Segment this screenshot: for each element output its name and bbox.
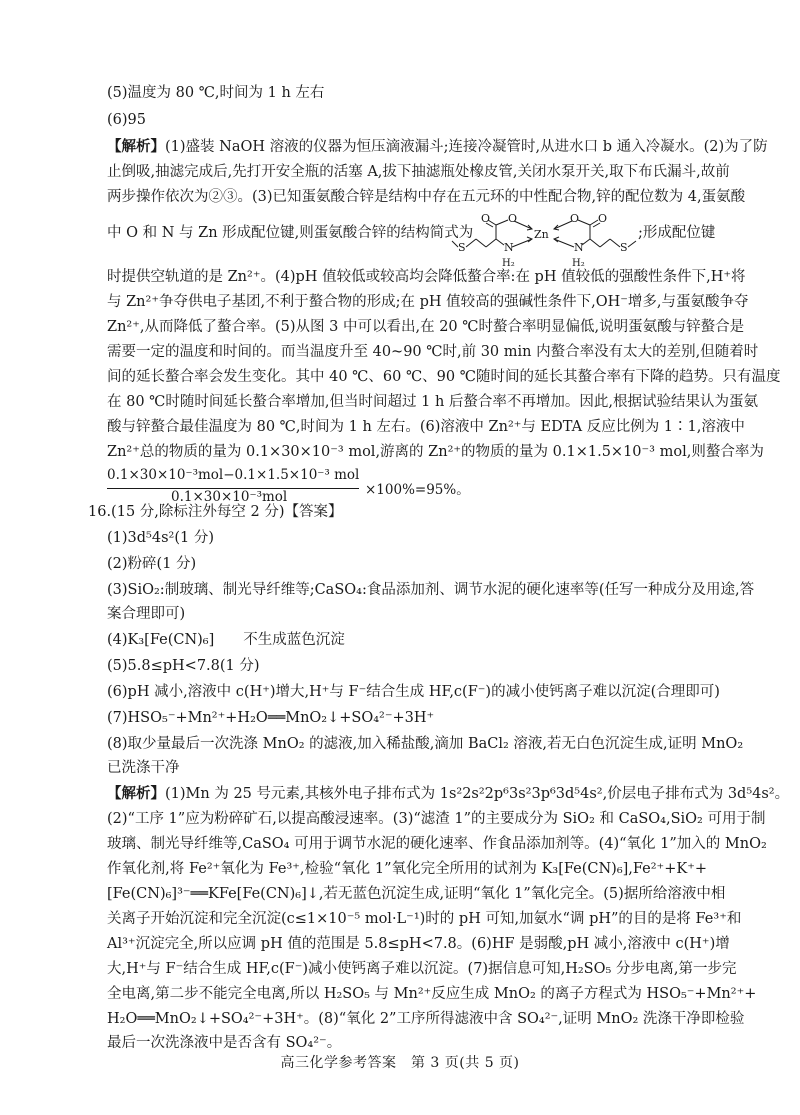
- line-text: 大,H⁺与 F⁻结合生成 HF,c(F⁻)减小使钙离子难以沉淀。(7)据信息可知,H₂SO₅ 分步电离,第一步完: [107, 961, 737, 977]
- text-line: [107, 83, 707, 103]
- line-text: (3)SiO₂:制玻璃、制光导纤维等;CaSO₄:食品添加剂、调节水泥的硬化速率等(任写一种成分及用途,答: [107, 582, 755, 598]
- amine-hydrogens: H₂: [502, 258, 515, 269]
- line-text: (1)3d⁵4s²(1 分): [107, 530, 214, 546]
- zinc-methionine-structure: [448, 213, 638, 278]
- line-text: (5)5.8≤pH<7.8(1 分): [107, 658, 260, 674]
- bond: [610, 239, 620, 247]
- oxygen-atom: O: [598, 213, 608, 225]
- line-text: 间的延长螯合率会发生变化。其中 40 ℃、60 ℃、90 ℃随时间的延长其螯合率有下降的趋势。只有温度: [107, 369, 781, 385]
- line-text: 已洗涤干净: [107, 760, 180, 776]
- zinc-atom: Zn: [534, 228, 549, 241]
- text-line: [107, 934, 730, 954]
- text-line: [107, 342, 759, 362]
- sulfur-atom: S: [620, 241, 628, 254]
- amine-hydrogens: H₂: [572, 258, 585, 269]
- text-line: [107, 367, 781, 387]
- line-text: 作氧化剂,将 Fe²⁺氧化为 Fe³⁺,检验“氧化 1”氧化完全所用的试剂为 K₃[Fe(CN)₆],Fe²⁺+K⁺+: [107, 861, 707, 877]
- sulfur-atom: S: [458, 241, 466, 254]
- line-text: 最后一次洗涤液中是否含有 SO₄²⁻。: [107, 1035, 342, 1051]
- line-text: (6)pH 减小,溶液中 c(H⁺)增大,H⁺与 F⁻结合生成 HF,c(F⁻)的减小使钙离子难以沉淀(合理即可): [107, 684, 720, 700]
- line-text: (5)温度为 80 ℃,时间为 1 h 左右: [107, 85, 325, 101]
- text-line: [107, 187, 746, 207]
- text-line: [107, 554, 707, 574]
- line-text: H₂O══MnO₂↓+SO₄²⁻+3H⁺。(8)“氧化 2”工序所得滤液中含 SO₄²⁻,证明 MnO₂ 洗涤干净即检验: [107, 1011, 745, 1027]
- line-text: 酸与锌螯合最佳温度为 80 ℃,时间为 1 h 左右。(6)溶液中 Zn²⁺与 EDTA 反应比例为 1∶1,溶液中: [107, 419, 745, 435]
- text-line: [107, 656, 707, 676]
- bond: [628, 241, 636, 247]
- text-line: [107, 834, 767, 854]
- bond: [600, 239, 610, 247]
- line-text: (1)Mn 为 25 号元素,其核外电子排布式为 1s²2s²2p⁶3s²3p⁶3d⁵4s²,价层电子排布式为 3d⁵4s²。: [165, 786, 790, 802]
- text-line: [107, 884, 726, 904]
- text-line: [107, 959, 737, 979]
- bond: [496, 239, 504, 245]
- bond: [466, 239, 476, 247]
- text-line: [638, 223, 715, 243]
- line-text: 全电离,第二步不能完全电离,所以 H₂SO₅ 与 Mn²⁺反应生成 MnO₂ 的离子方程式为 HSO₅⁻+Mn²⁺+: [107, 986, 757, 1002]
- oxygen-atom: O: [570, 213, 580, 225]
- line-text: (6)95: [107, 112, 146, 128]
- line-text: (2)粉碎(1 分): [107, 556, 197, 572]
- text-line: [107, 528, 707, 548]
- oxygen-atom: O: [508, 213, 518, 225]
- text-line: [107, 984, 757, 1004]
- text-line: [107, 734, 744, 754]
- bond: [578, 220, 590, 225]
- text-line: [107, 682, 720, 702]
- nitrogen-atom: N: [504, 241, 514, 254]
- bond: [590, 239, 600, 247]
- bond: [590, 220, 598, 225]
- chelation-rate-fraction: [107, 467, 707, 511]
- text-line: [107, 1033, 707, 1053]
- line-text: 需要一定的温度和时间的。而当温度升至 40~90 ℃时,前 30 min 内螯合率没有太大的差别,但随着时: [107, 344, 759, 360]
- text-line: [107, 417, 745, 437]
- text-line: [107, 859, 707, 879]
- line-text: 关离子开始沉淀和完全沉淀(c≤1×10⁻⁵ mol·L⁻¹)时的 pH 可知,加氨水“调 pH”的目的是将 Fe³⁺和: [107, 911, 742, 927]
- analysis-label: 【解析】: [107, 138, 165, 155]
- text-line: [107, 758, 707, 778]
- text-line: [107, 580, 755, 600]
- line-text: 中 O 和 N 与 Zn 形成配位键,则蛋氨酸合锌的结构简式为: [107, 225, 474, 241]
- text-line: [107, 137, 768, 157]
- line-text: 案合理即可): [107, 606, 186, 622]
- analysis-label: 【解析】: [107, 785, 165, 802]
- coordinate-arrow: [554, 239, 574, 247]
- text-line: [107, 909, 742, 929]
- text-line: [107, 162, 730, 182]
- line-text: (7)HSO₅⁻+Mn²⁺+H₂O══MnO₂↓+SO₄²⁻+3H⁺: [107, 710, 435, 726]
- line-text: (2)“工序 1”应为粉碎矿石,以提高酸浸速率。(3)“滤渣 1”的主要成分为 SiO₂ 和 CaSO₄,SiO₂ 可用于制: [107, 811, 766, 827]
- bond: [486, 239, 496, 247]
- text-line: [107, 442, 764, 462]
- line-text: 玻璃、制光导纤维等,CaSO₄ 可用于调节水泥的硬化速率、作食品添加剂等。(4)“氧化 1”加入的 MnO₂: [107, 836, 767, 852]
- text-line: [107, 630, 707, 650]
- line-text: Zn²⁺总的物质的量为 0.1×30×10⁻³ mol,游离的 Zn²⁺的物质的量为 0.1×1.5×10⁻³ mol,则螯合率为: [107, 444, 764, 460]
- text-line: [107, 1009, 745, 1029]
- text-line: [107, 708, 707, 728]
- text-line: [107, 784, 790, 804]
- line-text: ;形成配位键: [638, 225, 716, 241]
- line-text: 时提供空轨道的是 Zn²⁺。(4)pH 值较低或较高均会降低螯合率:在 pH 值较低的强酸性条件下,H⁺将: [107, 269, 746, 285]
- text-line: [107, 809, 766, 829]
- text-line: [107, 110, 707, 130]
- line-text: 两步操作依次为②③。(3)已知蛋氨酸合锌是结构中存在五元环的中性配合物,锌的配位数为 4,蛋氨酸: [107, 189, 746, 205]
- text-line: [107, 392, 758, 412]
- fraction-result: ×100%=95%。: [365, 482, 470, 498]
- text-line: [107, 317, 745, 337]
- nitrogen-atom: N: [574, 241, 584, 254]
- line-text: (1)盛装 NaOH 溶液的仪器为恒压滴液漏斗;连接冷凝管时,从进水口 b 通入冷凝水。(2)为了防: [165, 139, 768, 155]
- line-text: (8)取少量最后一次洗涤 MnO₂ 的滤液,加入稀盐酸,滴加 BaCl₂ 溶液,若无白色沉淀生成,证明 MnO₂: [107, 736, 744, 752]
- coordinate-arrow: [512, 239, 532, 247]
- fraction-denominator: 0.1×30×10⁻³mol: [171, 489, 288, 505]
- line-text: 止倒吸,抽滤完成后,先打开安全瓶的活塞 A,拔下抽滤瓶处橡皮管,关闭水泵开关,取下布氏漏斗,故前: [107, 164, 730, 180]
- line-text: (4)K₃[Fe(CN)₆] 不生成蓝色沉淀: [107, 632, 345, 648]
- bond: [476, 239, 486, 247]
- line-text: 在 80 ℃时随时间延长螯合率增加,但当时间超过 1 h 后螯合率不再增加。因此,根据试验结果认为蛋氨: [107, 394, 758, 410]
- line-text: 与 Zn²⁺争夺供电子基团,不利于螯合物的形成;在 pH 值较高的强碱性条件下,OH⁻增多,与蛋氨酸争夺: [107, 294, 749, 310]
- line-text: Al³⁺沉淀完全,所以应调 pH 值的范围是 5.8≤pH<7.8。(6)HF 是弱酸,pH 减小,溶液中 c(H⁺)增: [107, 936, 730, 952]
- text-line: [107, 604, 707, 624]
- text-line: [107, 292, 749, 312]
- fraction-numerator: 0.1×30×10⁻³mol−0.1×1.5×10⁻³ mol: [107, 467, 360, 483]
- oxygen-atom: O: [481, 213, 491, 225]
- line-text: Zn²⁺,从而降低了螯合率。(5)从图 3 中可以看出,在 20 ℃时螯合率明显偏低,说明蛋氨酸与锌螯合是: [107, 319, 745, 335]
- line-text: 16.(15 分,除标注外每空 2 分)【答案】: [88, 504, 343, 520]
- page-footer: 高三化学参考答案 第 3 页(共 5 页): [280, 1055, 520, 1071]
- line-text: [Fe(CN)₆]³⁻══KFe[Fe(CN)₆]↓,若无蓝色沉淀生成,证明“氧化 1”氧化完全。(5)据所给溶液中相: [107, 886, 726, 902]
- bond: [496, 220, 508, 225]
